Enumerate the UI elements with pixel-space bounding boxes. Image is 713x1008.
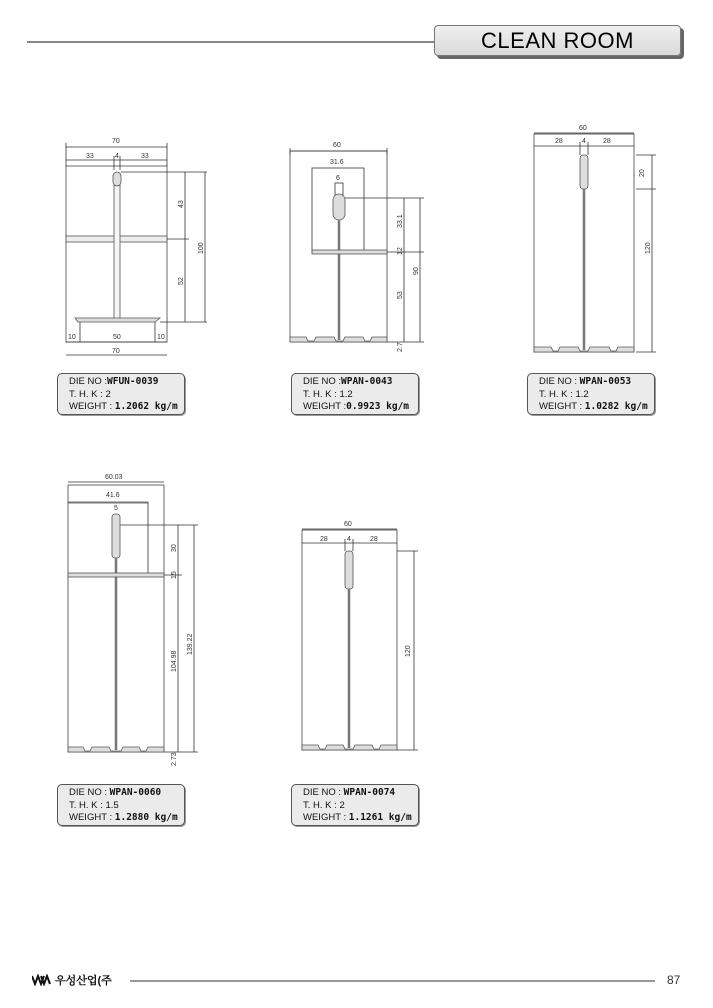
thk-row: T. H. K : 1.2	[539, 388, 589, 400]
weight-row: WEIGHT :0.9923 kg/m	[303, 401, 410, 412]
thk-value: 1.2	[339, 388, 353, 400]
profile-wfun-0039-dims	[68, 138, 205, 355]
dim-left: 28	[320, 536, 328, 543]
dim-h2: 15	[171, 571, 178, 579]
thk-value: 1.2	[575, 388, 589, 400]
weight-value: 1.1261 kg/m	[348, 812, 412, 823]
die-no-value: WPAN-0060	[109, 787, 162, 798]
company-name: 우성산업(주	[55, 975, 112, 987]
thk-value: 2	[105, 388, 111, 400]
profile-wpan-0053-dims	[555, 125, 652, 254]
logo-mark-icon	[32, 974, 52, 986]
thk-value: 2	[339, 799, 345, 811]
dim-h2: 120	[645, 242, 652, 254]
dim-h1: 120	[405, 645, 412, 657]
dim-h5: 2.7	[397, 342, 404, 352]
dim-width: 60	[333, 142, 341, 149]
die-no-row: DIE NO :WPAN-0043	[303, 376, 393, 387]
weight-row: WEIGHT : 1.2880 kg/m	[69, 812, 178, 823]
thk-row: T. H. K : 2	[303, 799, 345, 811]
profile-wpan-0043-drawing	[290, 148, 424, 342]
dim-h4: 90	[413, 267, 420, 275]
die-no-value: WPAN-0043	[341, 376, 393, 387]
dim-h1: 20	[639, 169, 646, 177]
profile-wpan-0043-dims	[330, 142, 420, 352]
page-number: 87	[667, 973, 681, 987]
weight-row: WEIGHT : 1.1261 kg/m	[303, 812, 412, 823]
dim-h4: 139.22	[187, 633, 194, 655]
dim-h1: 33.1	[397, 214, 404, 228]
info-box-wfun-0039	[57, 373, 185, 415]
weight-value: 1.2880 kg/m	[114, 812, 178, 823]
page-title: CLEAN ROOM	[434, 25, 681, 56]
dim-width: 60	[344, 521, 352, 528]
dim-width: 60.03	[105, 474, 123, 481]
dim-right: 28	[370, 536, 378, 543]
dim-h1: 43	[178, 200, 185, 208]
info-box-wpan-0060	[57, 784, 185, 826]
info-box-wpan-0053	[527, 373, 655, 415]
weight-value: 1.2062 kg/m	[114, 401, 178, 412]
dim-h2: 12	[397, 247, 404, 255]
profile-wpan-0060-drawing	[68, 482, 198, 752]
dim-h1: 30	[171, 544, 178, 552]
dim-left: 28	[555, 138, 563, 145]
weight-value: 1.0282 kg/m	[584, 401, 648, 412]
dim-bulb: 6	[336, 175, 340, 182]
company-logo	[32, 972, 112, 988]
die-no-row: DIE NO :WFUN-0039	[69, 376, 159, 387]
footer-rule	[130, 980, 655, 982]
dim-h3: 100	[198, 242, 205, 254]
dim-web: 4	[347, 536, 351, 543]
weight-row: WEIGHT : 1.2062 kg/m	[69, 401, 178, 412]
die-no-row: DIE NO : WPAN-0053	[539, 376, 632, 387]
dim-bl: 10	[68, 334, 76, 341]
dim-web: 4	[582, 138, 586, 145]
thk-row: T. H. K : 2	[69, 388, 111, 400]
dim-width: 60	[579, 125, 587, 132]
dim-inner: 31.6	[330, 159, 344, 166]
profile-wpan-0053-drawing	[534, 133, 656, 352]
thk-row: T. H. K : 1.2	[303, 388, 353, 400]
profile-wpan-0074-dims	[320, 521, 412, 657]
weight-row: WEIGHT : 1.0282 kg/m	[539, 401, 648, 412]
weight-value: 0.9923 kg/m	[346, 401, 410, 412]
dim-h2: 52	[178, 277, 185, 285]
dim-left: 33	[86, 153, 94, 160]
dim-br: 10	[157, 334, 165, 341]
profile-wpan-0074-drawing	[302, 529, 418, 750]
thk-value: 1.5	[105, 799, 119, 811]
thk-row: T. H. K : 1.5	[69, 799, 119, 811]
die-no-row: DIE NO : WPAN-0060	[69, 787, 162, 798]
die-no-value: WFUN-0039	[107, 376, 159, 387]
dim-bulb: 5	[114, 505, 118, 512]
profile-wfun-0039-drawing	[66, 143, 207, 355]
dim-h3: 53	[397, 291, 404, 299]
dim-web: 4	[115, 153, 119, 160]
dim-bw: 50	[113, 334, 121, 341]
die-no-row: DIE NO : WPAN-0074	[303, 787, 396, 798]
die-no-value: WPAN-0053	[579, 376, 632, 387]
die-no-value: WPAN-0074	[343, 787, 396, 798]
dim-right: 33	[141, 153, 149, 160]
dim-h5: 2.73	[171, 752, 178, 766]
dim-inner: 41.6	[106, 492, 120, 499]
dim-h3: 104.98	[171, 650, 178, 672]
info-box-wpan-0043	[291, 373, 419, 415]
dim-width: 70	[112, 138, 120, 145]
dim-right: 28	[603, 138, 611, 145]
dim-width-bottom: 70	[112, 348, 120, 355]
info-box-wpan-0074	[291, 784, 419, 826]
